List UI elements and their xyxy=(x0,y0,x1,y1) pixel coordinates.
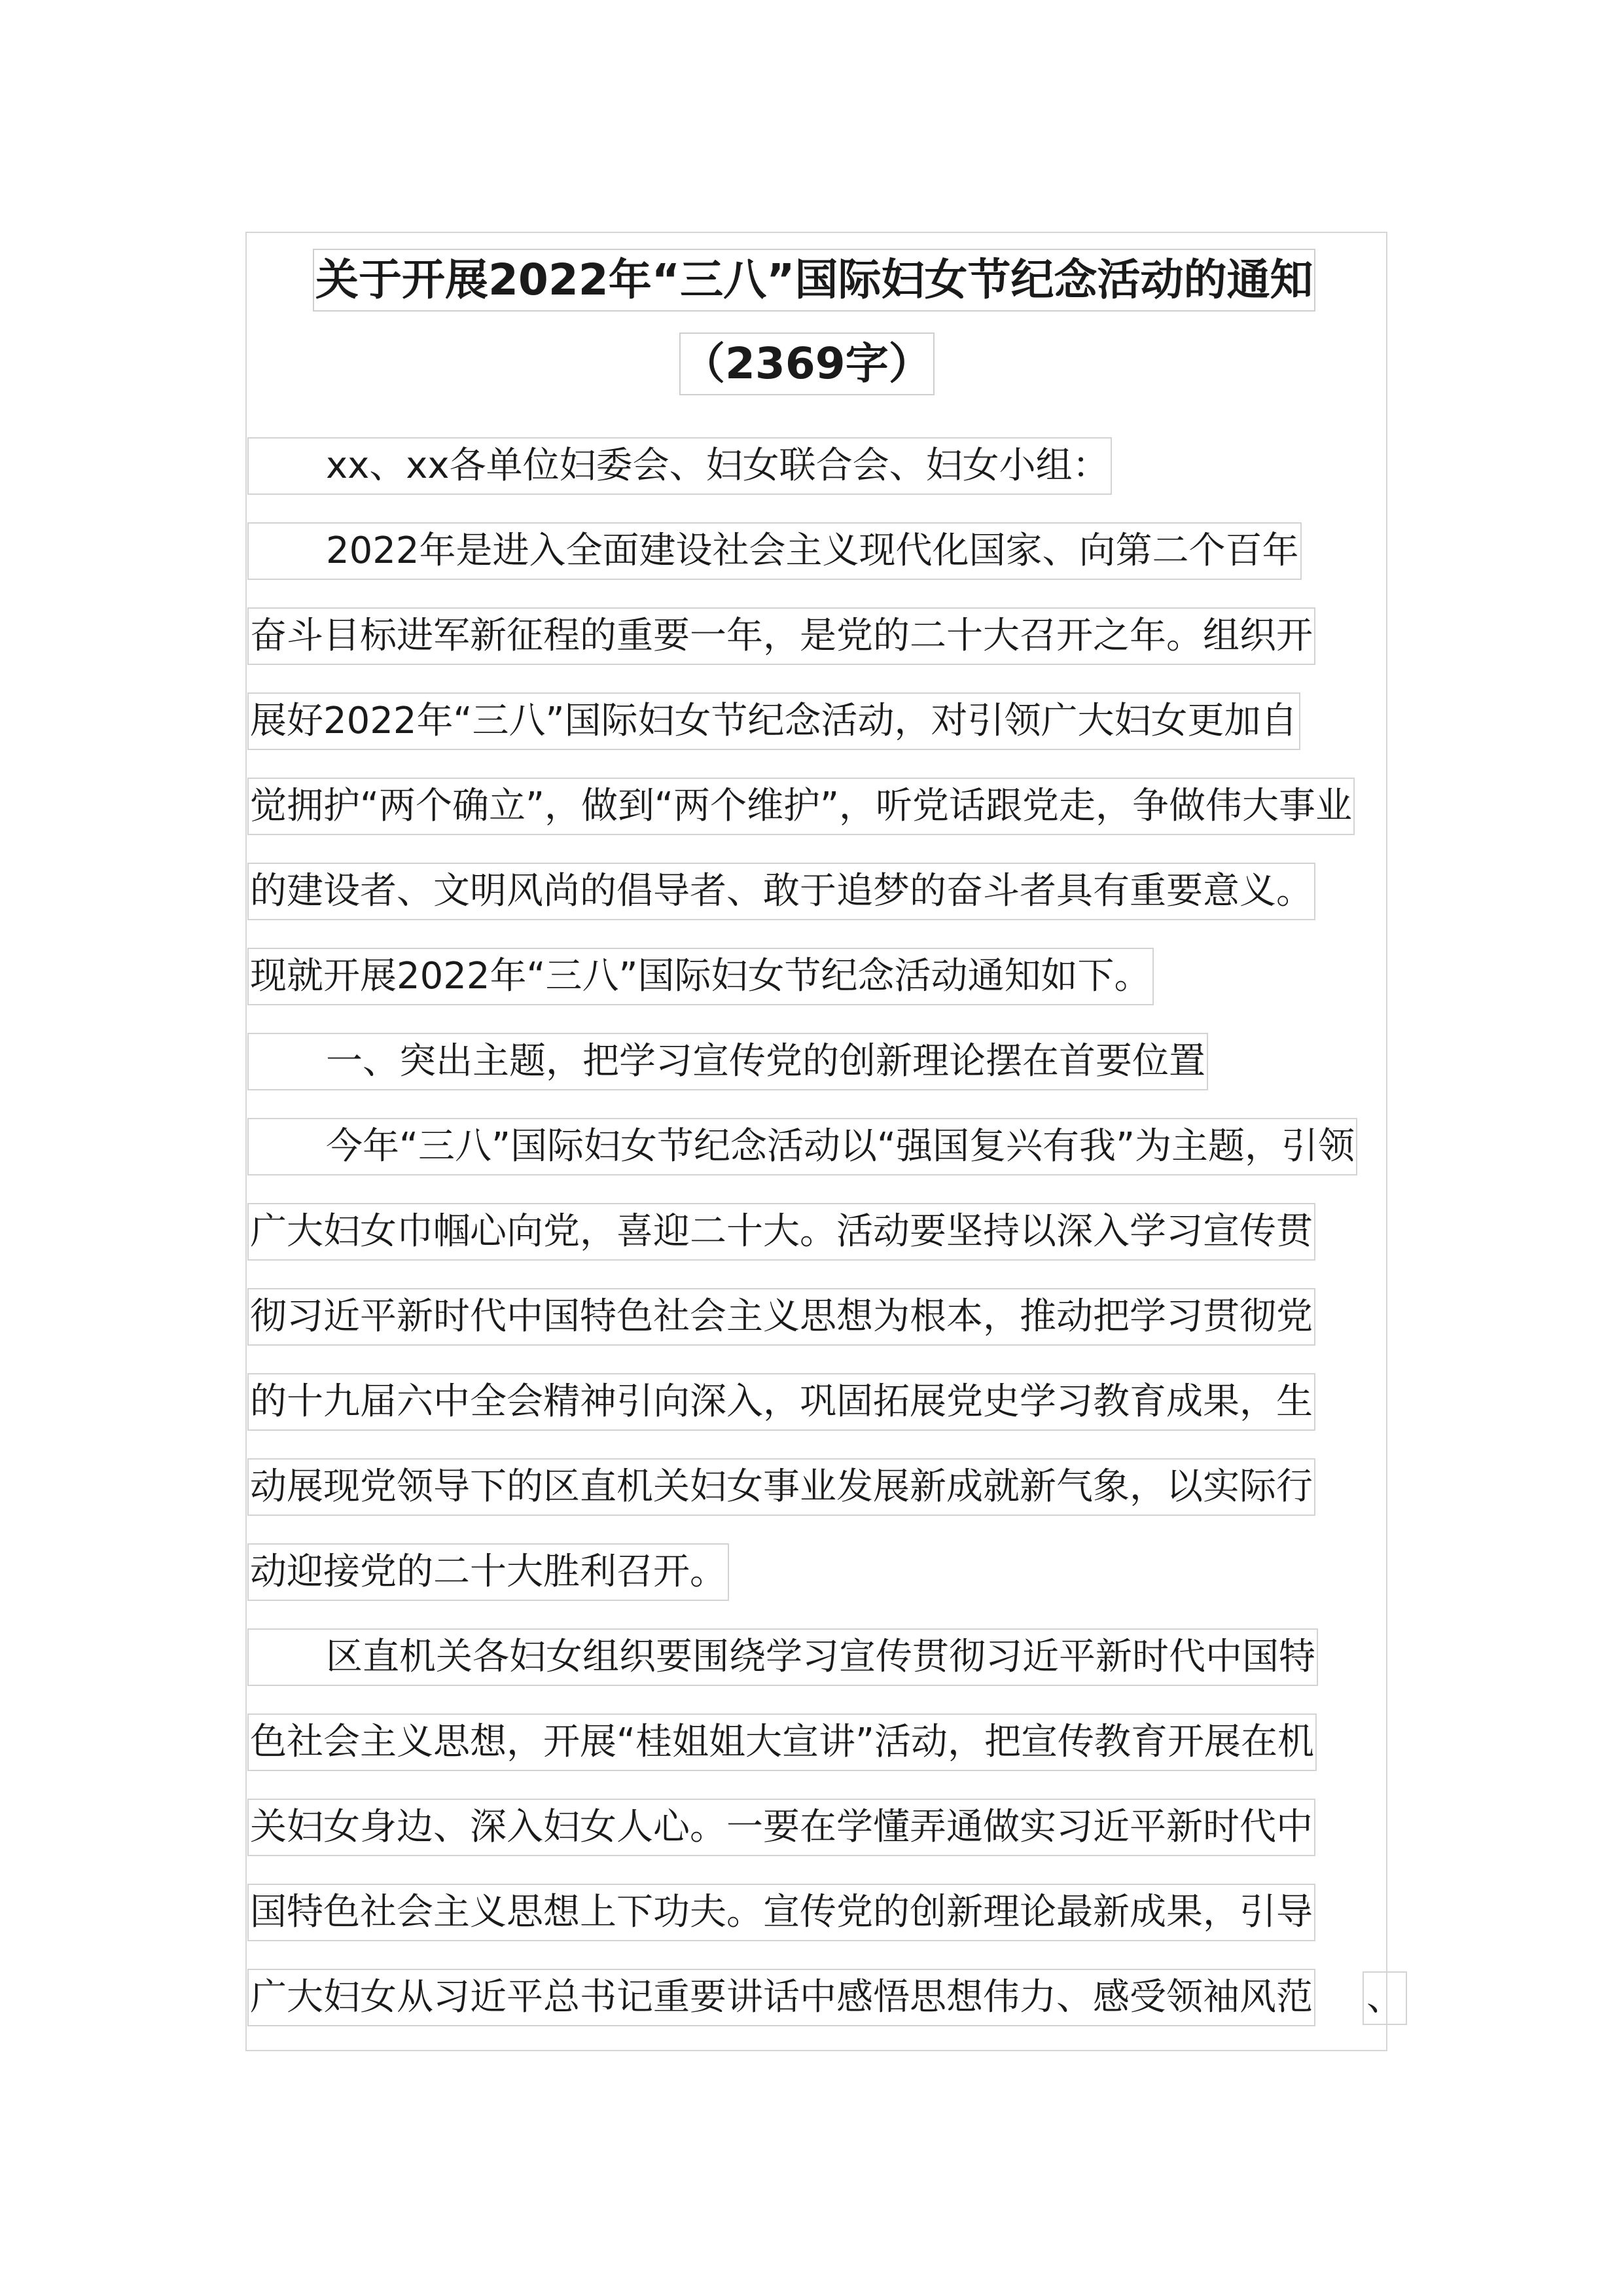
document-word-count: （2369字） xyxy=(679,332,935,395)
paragraph-line: 现就开展2022年“三八”国际妇女节纪念活动通知如下。 xyxy=(247,948,1154,1005)
document-title: 关于开展2022年“三八”国际妇女节纪念活动的通知 xyxy=(313,249,1315,312)
paragraph-line: 展好2022年“三八”国际妇女节纪念活动，对引领广大妇女更加自 xyxy=(247,692,1300,750)
paragraph-line: 2022年是进入全面建设社会主义现代化国家、向第二个百年 xyxy=(247,522,1302,580)
paragraph-line: 广大妇女从习近平总书记重要讲话中感悟思想伟力、感受领袖风范 xyxy=(247,1969,1315,2026)
paragraph-line: 奋斗目标进军新征程的重要一年，是党的二十大召开之年。组织开 xyxy=(247,607,1315,665)
paragraph-line: 的十九届六中全会精神引向深入，巩固拓展党史学习教育成果，生 xyxy=(247,1373,1315,1431)
paragraph-line: 动迎接党的二十大胜利召开。 xyxy=(247,1543,729,1601)
paragraph-line: 的建设者、文明风尚的倡导者、敢于追梦的奋斗者具有重要意义。 xyxy=(247,863,1315,920)
paragraph-line: 色社会主义思想，开展“桂姐姐大宣讲”活动，把宣传教育开展在机 xyxy=(247,1713,1317,1771)
salutation: xx、xx各单位妇委会、妇女联合会、妇女小组： xyxy=(247,437,1112,495)
paragraph-line: 广大妇女巾帼心向党，喜迎二十大。活动要坚持以深入学习宣传贯 xyxy=(247,1203,1315,1261)
paragraph-line: 区直机关各妇女组织要围绕学习宣传贯彻习近平新时代中国特 xyxy=(247,1628,1318,1686)
paragraph-line: 觉拥护“两个确立”，做到“两个维护”，听党话跟党走，争做伟大事业 xyxy=(247,778,1355,835)
paragraph-line: 国特色社会主义思想上下功夫。宣传党的创新理论最新成果，引导 xyxy=(247,1884,1315,1941)
paragraph-line: 彻习近平新时代中国特色社会主义思想为根本，推动把学习贯彻党 xyxy=(247,1288,1315,1346)
paragraph-line: 今年“三八”国际妇女节纪念活动以“强国复兴有我”为主题，引领 xyxy=(247,1118,1357,1175)
paragraph-line: 动展现党领导下的区直机关妇女事业发展新成就新气象，以实际行 xyxy=(247,1458,1315,1516)
paragraph-line: 关妇女身边、深入妇女人心。一要在学懂弄通做实习近平新时代中 xyxy=(247,1799,1315,1856)
trailing-punctuation: 、 xyxy=(1363,1971,1407,2025)
section-heading: 一、突出主题，把学习宣传党的创新理论摆在首要位置 xyxy=(247,1033,1208,1090)
